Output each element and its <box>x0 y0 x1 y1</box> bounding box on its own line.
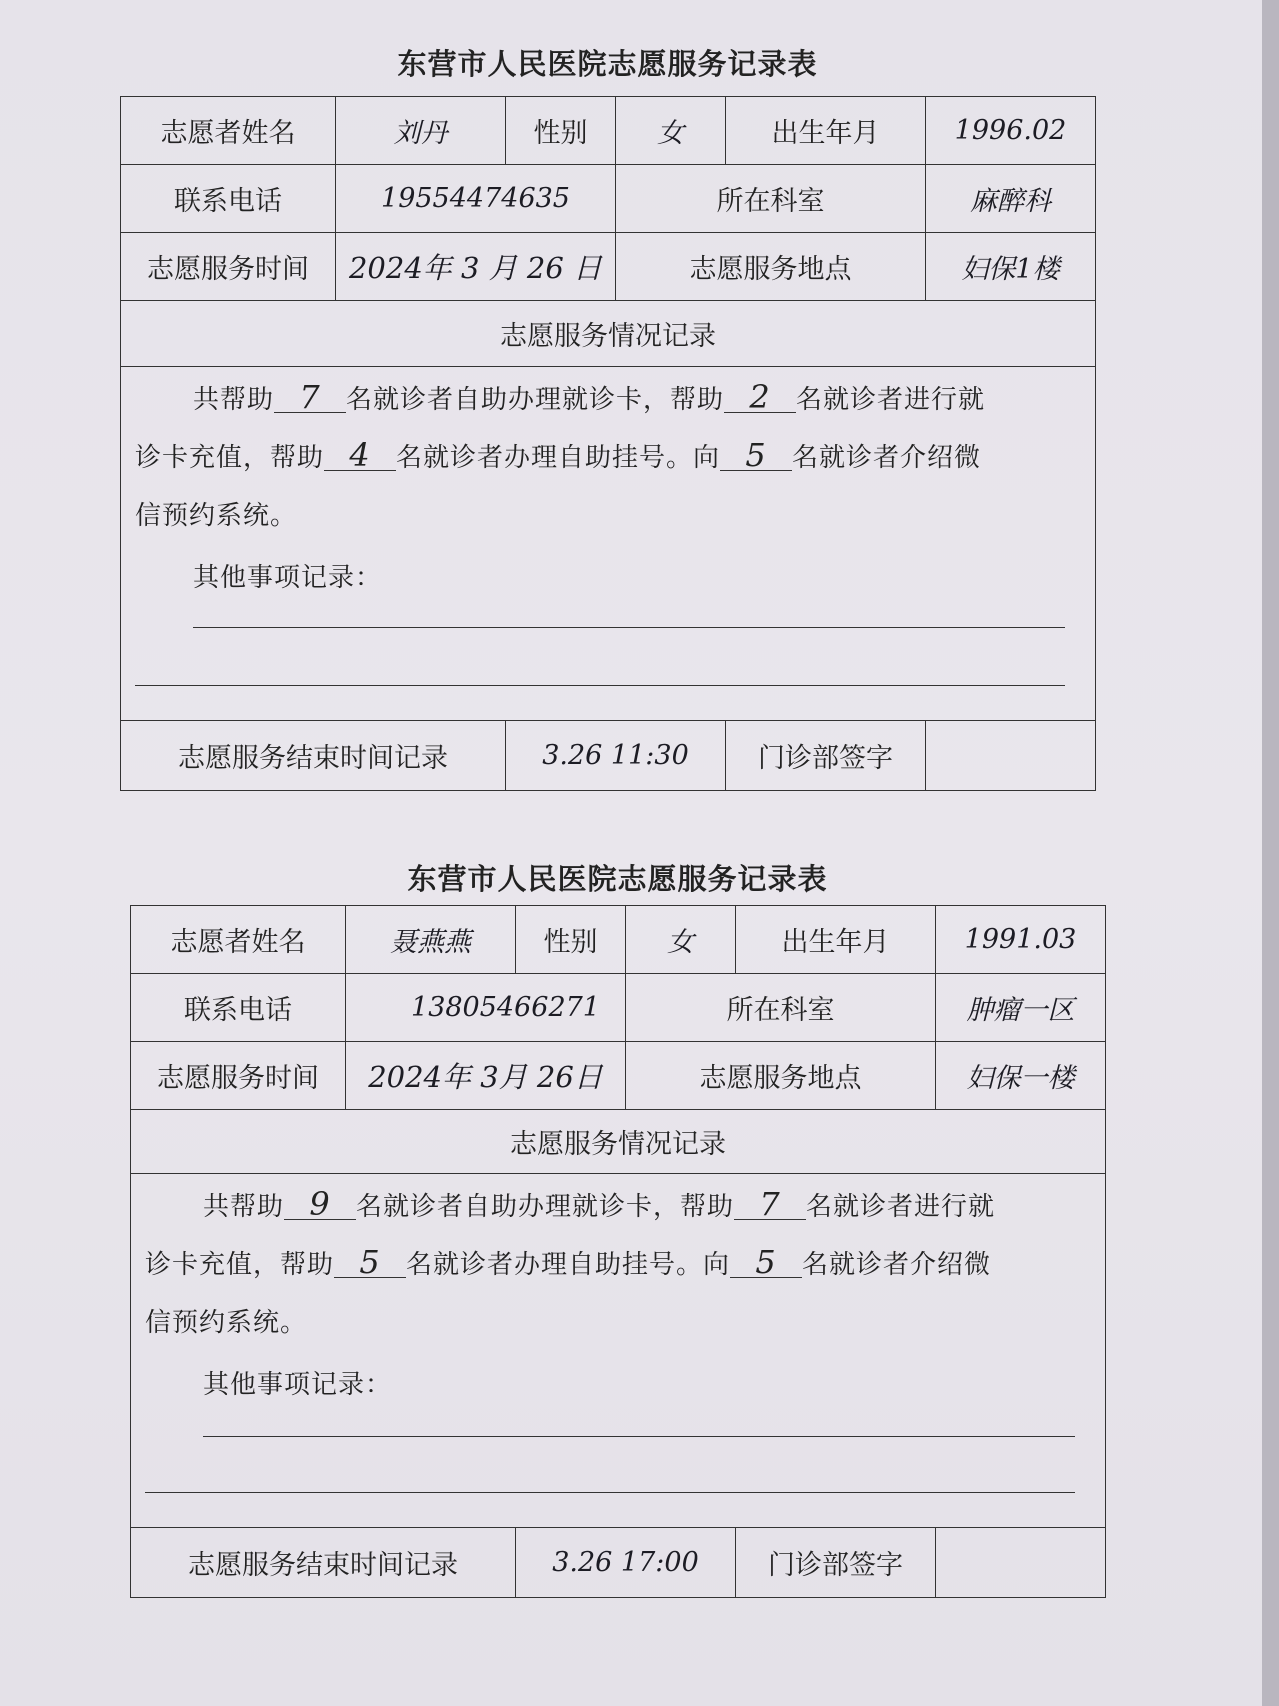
sign-label: 门诊部签字 <box>726 721 926 791</box>
record-body <box>121 367 1096 721</box>
other-items-line <box>145 1492 1075 1493</box>
record-text: 名就诊者介绍微 <box>792 443 982 473</box>
record-header: 志愿服务情况记录 <box>121 301 1096 367</box>
form-table <box>130 905 1106 1598</box>
record-text: 诊卡充值，帮助 <box>145 1250 335 1280</box>
other-items-line <box>135 685 1065 686</box>
service-time-value: 2024年 3月 26日 <box>346 1042 626 1110</box>
name-label: 志愿者姓名 <box>121 97 336 165</box>
end-time-label: 志愿服务结束时间记录 <box>121 721 506 791</box>
dept-label: 所在科室 <box>616 165 926 233</box>
record-text: 名就诊者办理自助挂号。向 <box>406 1250 731 1280</box>
birth-value: 1996.02 <box>926 97 1096 165</box>
count-wechat: 5 <box>730 1247 802 1278</box>
birth-label: 出生年月 <box>736 906 936 974</box>
sign-value <box>926 721 1096 791</box>
form-table <box>120 96 1096 791</box>
form-title: 东营市人民医院志愿服务记录表 <box>407 862 828 896</box>
count-registration: 4 <box>324 440 396 471</box>
form-title: 东营市人民医院志愿服务记录表 <box>397 47 818 81</box>
end-time-label: 志愿服务结束时间记录 <box>131 1528 516 1598</box>
end-time-value: 3.26 11:30 <box>506 721 726 791</box>
record-text: 名就诊者进行就 <box>796 385 986 415</box>
volunteer-form-2 <box>130 845 1105 1615</box>
service-time-value: 2024年 3 月 26 日 <box>336 233 616 301</box>
record-text: 名就诊者进行就 <box>806 1192 996 1222</box>
other-items-line <box>203 1436 1075 1437</box>
name-value: 刘丹 <box>336 97 506 165</box>
dept-value: 麻醉科 <box>926 165 1096 233</box>
count-recharge: 2 <box>724 382 796 413</box>
count-recharge: 7 <box>734 1189 806 1220</box>
other-items-label: 其他事项记录： <box>203 1370 393 1400</box>
dept-label: 所在科室 <box>626 974 936 1042</box>
record-text: 共帮助 <box>193 385 275 415</box>
sign-value <box>936 1528 1106 1598</box>
other-items-line <box>193 627 1065 628</box>
paper-edge <box>1262 0 1279 1706</box>
other-items-label: 其他事项记录： <box>193 563 383 593</box>
record-text: 信预约系统。 <box>135 501 298 531</box>
record-text: 信预约系统。 <box>145 1308 308 1338</box>
count-registration: 5 <box>334 1247 406 1278</box>
count-new-cards: 7 <box>274 382 346 413</box>
service-time-label: 志愿服务时间 <box>131 1042 346 1110</box>
service-place-value: 妇保1楼 <box>926 233 1096 301</box>
birth-label: 出生年月 <box>726 97 926 165</box>
service-time-label: 志愿服务时间 <box>121 233 336 301</box>
record-header: 志愿服务情况记录 <box>131 1110 1106 1174</box>
sign-label: 门诊部签字 <box>736 1528 936 1598</box>
birth-value: 1991.03 <box>936 906 1106 974</box>
record-text: 名就诊者办理自助挂号。向 <box>396 443 721 473</box>
count-new-cards: 9 <box>284 1189 356 1220</box>
gender-value: 女 <box>626 906 736 974</box>
service-place-label: 志愿服务地点 <box>626 1042 936 1110</box>
record-text: 名就诊者自助办理就诊卡，帮助 <box>346 385 725 415</box>
dept-value: 肿瘤一区 <box>936 974 1106 1042</box>
phone-value: 19554474635 <box>336 165 616 233</box>
volunteer-form-1 <box>120 30 1095 800</box>
phone-label: 联系电话 <box>121 165 336 233</box>
gender-label: 性别 <box>516 906 626 974</box>
record-text: 诊卡充值，帮助 <box>135 443 325 473</box>
record-text: 共帮助 <box>203 1192 285 1222</box>
phone-value: 13805466271 <box>346 974 626 1042</box>
service-place-label: 志愿服务地点 <box>616 233 926 301</box>
record-body <box>131 1174 1106 1528</box>
service-place-value: 妇保一楼 <box>936 1042 1106 1110</box>
count-wechat: 5 <box>720 440 792 471</box>
gender-value: 女 <box>616 97 726 165</box>
record-text: 名就诊者自助办理就诊卡，帮助 <box>356 1192 735 1222</box>
end-time-value: 3.26 17:00 <box>516 1528 736 1598</box>
name-value: 聂燕燕 <box>346 906 516 974</box>
record-text: 名就诊者介绍微 <box>802 1250 992 1280</box>
phone-label: 联系电话 <box>131 974 346 1042</box>
gender-label: 性别 <box>506 97 616 165</box>
name-label: 志愿者姓名 <box>131 906 346 974</box>
